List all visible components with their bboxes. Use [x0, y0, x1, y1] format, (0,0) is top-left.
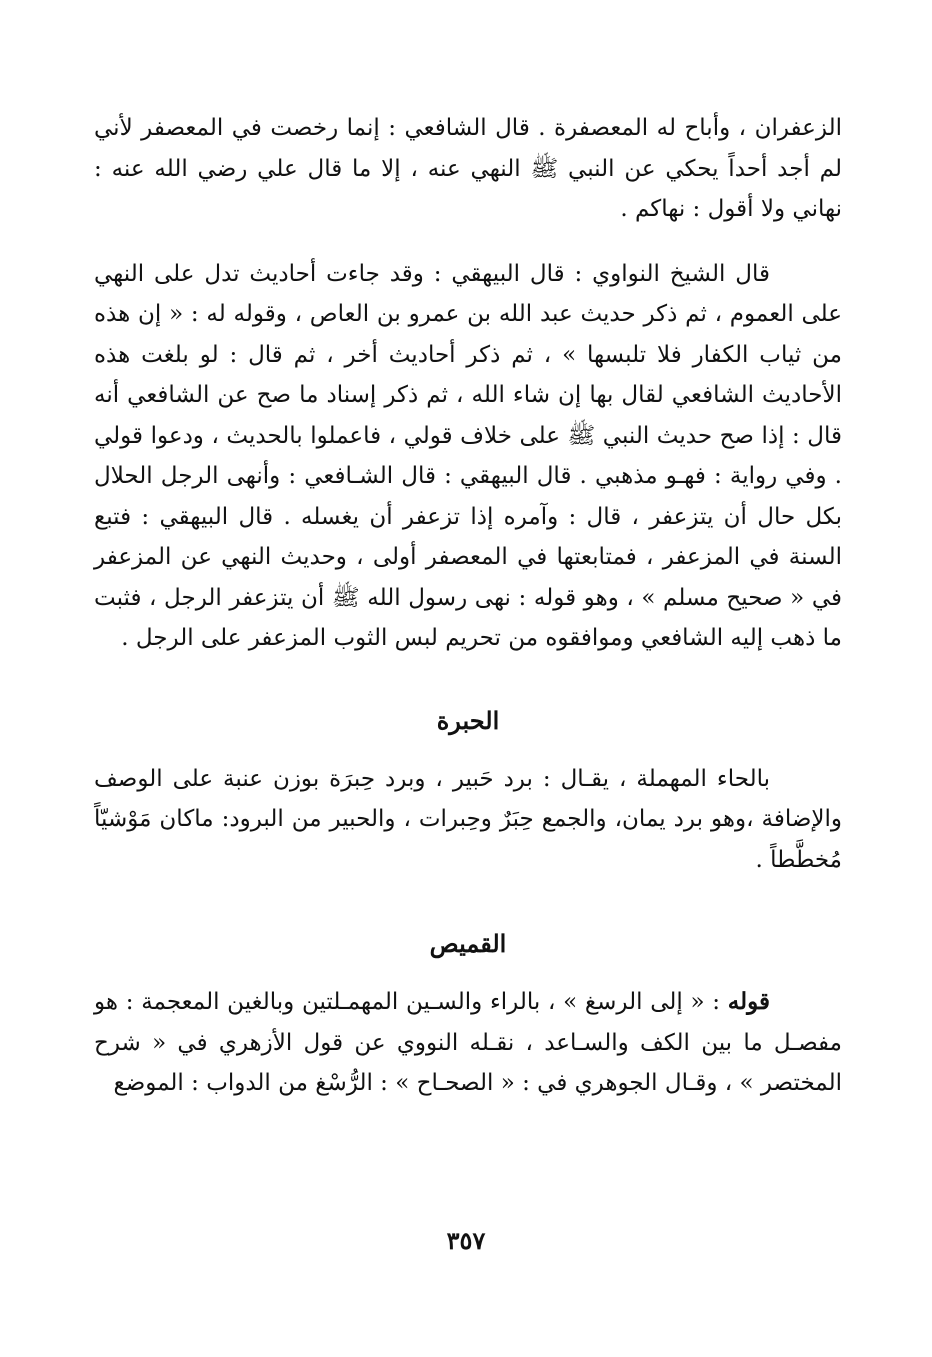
- document-page: [94, 108, 842, 1104]
- paragraph-hibra-definition: بالحاء المهملة ، يقـال : برد حَبير ، وبرد حِبرَة بوزن عنبة على الوصف والإضافة ،وهو برد يمان، والجمع حِبَرٌ وحِبرات ، والحبير من البرود: ماكان مَوْشيّاً مُخطَّطاً .: [94, 765, 842, 873]
- paragraph-nawawi-bayhaqi: قال الشيخ النواوي : قال البيهقي : وقد جاءت أحاديث تدل على النهي على العموم ، ثم ذكر حديث عبد الله بن عمرو بن العاص ، وقوله له : « إن هذه من ثياب الكفار فلا تلبسها » ، ثم ذكر أحاديث أخر ، ثم قال : لو بلغت هذه الأحاديث الشافعي لقال بها إن شاء الله ، ثم ذكر إسناد ما صح عن الشافعي أنه قال : إذا صح حديث النبي ﷺ على خلاف قولي ، فاعملوا بالحديث ، ودعوا قولي . وفي رواية : فهـو مذهبي . قال البيهقي : قال الشـافعي : وأنهى الرجل الحلال بكل حال أن يتزعفر ، قال : وآمره إذا تزعفر أن يغسله . قال البيهقي : فتبع السنة في المزعفر ، فمتابعتها في المعصفر أولى ، وحديث النهي عن المزعفر في « صحيح مسلم » ، وهو قوله : نهى رسول الله ﷺ أن يتزعفر الرجل ، فثبت ما ذهب إليه الشافعي وموافقوه من تحريم لبس الثوب المزعفر على الرجل .: [94, 260, 842, 651]
- section-heading-qamis: القميص: [429, 929, 507, 958]
- page-number: ٣٥٧: [446, 1226, 486, 1255]
- paragraph-rusgh-text: : « إلى الرسغ » ، بالراء والسـين المهمـلتين وبالغين المعجمة : هو مفصـل ما بين الكف والسـاعد ، نقـله النووي عن قول الأزهري في « شرح المختصر » ، وقـال الجوهري في : « الصحـاح » : الرُّسْغ من الدواب : الموضع: [94, 989, 842, 1096]
- paragraph-zafaran: الزعفران ، وأباح له المعصفرة . قال الشافعي : إنما رخصت في المعصفر لأني لم أجد أحداً يحكي عن النبي ﷺ النهي عنه ، إلا ما قال علي رضي الله عنه : نهاني ولا أقول : نهاكم .: [94, 115, 842, 222]
- paragraph-rusgh: [94, 982, 842, 1104]
- section-heading-hibra: الحبرة: [436, 705, 500, 735]
- paragraph-rusgh-lead: قوله: [727, 988, 770, 1015]
